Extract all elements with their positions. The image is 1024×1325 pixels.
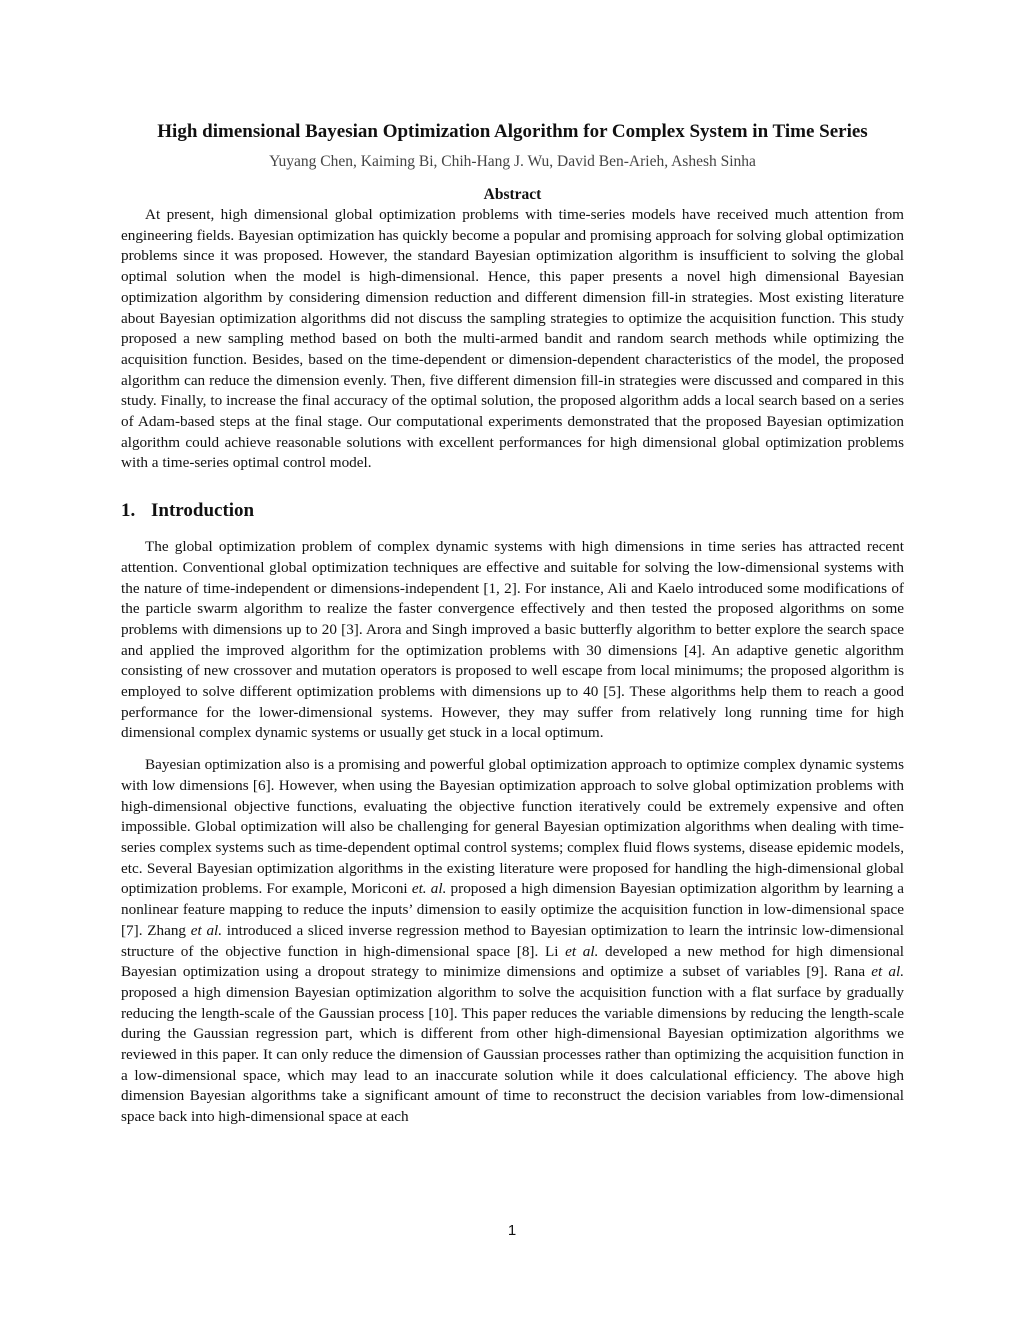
- intro-p2-text-a: Bayesian optimization also is a promising and powerful global optimization approach to optimize complex dynamic systems with low dimensions [6]. However, when using the Bayesian optimization approach to solve global optimization problems with high-dimensional objective functions, evaluating the objective function iteratively could be extremely expensive and often impossible. Global optimization will also be challenging for general Bayesian optimization algorithms when dealing with time-series complex systems such as time-dependent optimal control systems; complex fluid flows systems, disease epidemic models, etc. Several Bayesian optimization algorithms in the existing literature were proposed for handling the high-dimensional global optimization problems. For example, Moriconi: [121, 756, 904, 898]
- section-heading-introduction: [121, 499, 904, 523]
- intro-p2-text-c: introduced a sliced inverse regression method to Bayesian optimization to learn the intrinsic low-dimensional structure of the objective function in high-dimensional space [8]. Li: [121, 921, 904, 960]
- paper-title: High dimensional Bayesian Optimization Algorithm for Complex System in Time Series: [157, 121, 868, 142]
- abstract-text: At present, high dimensional global optimization problems with time-series models have received much attention from engineering fields. Bayesian optimization has quickly become a popular and promising approach for solving global optimization problems since it was proposed. However, the standard Bayesian optimization algorithm is insufficient to solving the global optimal solution when the model is high-dimensional. Hence, this paper presents a novel high dimensional Bayesian optimization algorithm by considering dimension reduction and different dimension fill-in strategies. Most existing literature about Bayesian optimization algorithms did not discuss the sampling strategies to optimize the acquisition function. This study proposed a new sampling method based on both the multi-armed bandit and random search methods while optimizing the acquisition function. Besides, based on the time-dependent or dimension-dependent characteristics of the model, the proposed algorithm can reduce the dimension evenly. Then, five different dimension fill-in strategies were discussed and compared in this study. Finally, to increase the final accuracy of the optimal solution, the proposed algorithm adds a local search based on a series of Adam-based steps at the final stage. Our computational experiments demonstrated that the proposed Bayesian optimization algorithm could achieve reasonable solutions with excellent performances for high dimensional global optimization problems with a time-series optimal control model.: [121, 206, 904, 472]
- author-list: Yuyang Chen, Kaiming Bi, Chih-Hang J. Wu, David Ben-Arieh, Ashesh Sinha: [269, 153, 756, 170]
- page-content: [121, 120, 904, 1128]
- intro-paragraph-2: [121, 755, 904, 1128]
- intro-paragraph-1: The global optimization problem of complex dynamic systems with high dimensions in time series has attracted recent attention. Conventional global optimization techniques are effective and suitable for solving the low-dimensional systems with the nature of time-independent or dimensions-independent [1, 2]. For instance, Ali and Kaelo introduced some modifications of the particle swarm algorithm to realize the faster convergence effectively and then tested the proposed algorithms on some problems with dimensions up to 20 [3]. Arora and Singh improved a basic butterfly algorithm to better explore the search space and applied the improved algorithm for the optimization problems with 30 dimensions [4]. An adaptive genetic algorithm consisting of new crossover and mutation operators is proposed to well escape from local minimums; the proposed algorithm is employed to solve different optimization problems with dimensions up to 40 [5]. These algorithms help them to reach a good performance for the lower-dimensional systems. However, they may suffer from relatively long running time for high dimensional complex dynamic systems or usually get stuck in a local optimum.: [121, 538, 904, 742]
- section-title: Introduction: [151, 500, 255, 522]
- citation-et-al: et al.: [565, 942, 599, 960]
- citation-et-al: et al.: [871, 963, 904, 981]
- section-number: 1.: [121, 500, 136, 522]
- citation-et-al: et al.: [190, 921, 223, 939]
- page-number: 1: [507, 1222, 517, 1239]
- abstract-heading: Abstract: [483, 186, 542, 203]
- intro-p2-text-d: developed a new method for high dimensional Bayesian optimization using a dropout strategy to minimize dimensions and optimize a subset of variables [9]. Rana: [121, 942, 904, 981]
- intro-p2-text-e: proposed a high dimension Bayesian optimization algorithm to solve the acquisition function with a flat surface by gradually reducing the length-scale of the Gaussian process [10]. This paper reduces the variable dimensions by reducing the length-scale during the Gaussian regression part, which is different from other high-dimensional Bayesian optimization algorithms we reviewed in this paper. It can only reduce the dimension of Gaussian processes rather than optimizing the acquisition function in a low-dimensional space, which may lead to an inaccurate solution while it does calculational efficiency. The above high dimension Bayesian algorithms take a significant amount of time to reconstruct the decision variables from low-dimensional space back into high-dimensional space at each: [121, 983, 904, 1126]
- intro-p2-text-b: proposed a high dimension Bayesian optimization algorithm by learning a nonlinear feature mapping to reduce the inputs’ dimension to easily optimize the acquisition function in low-dimensional space [7]. Zhang: [121, 880, 904, 939]
- citation-et-al: et. al.: [411, 880, 447, 898]
